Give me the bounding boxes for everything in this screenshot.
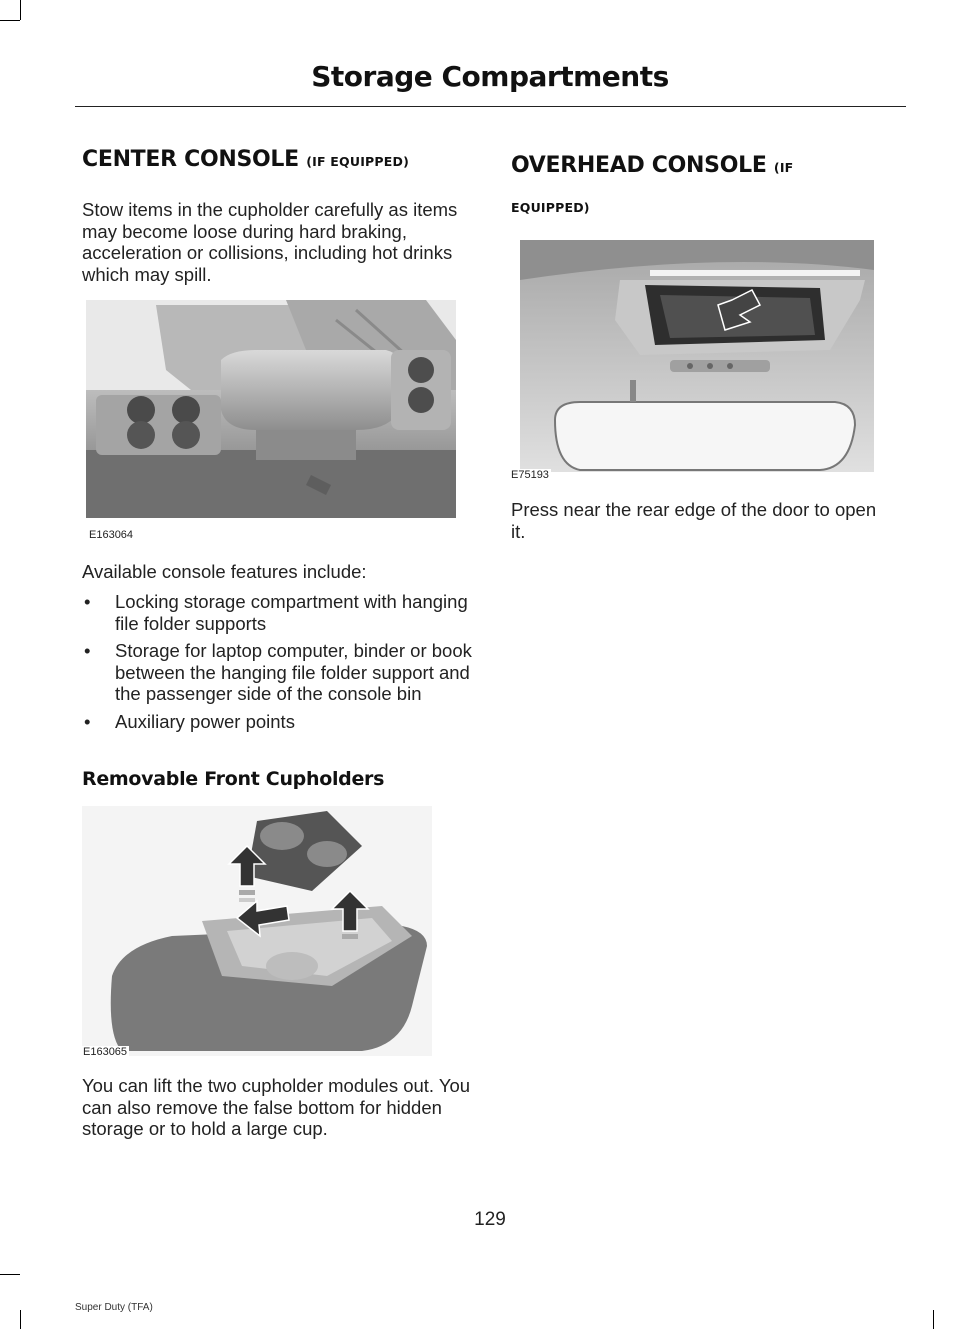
- figure-code: E75193: [511, 469, 549, 481]
- list-item-text: Auxiliary power points: [115, 710, 295, 732]
- center-console-heading: [82, 147, 482, 172]
- crop-mark: [933, 1310, 934, 1329]
- features-intro: Available console features include:: [82, 561, 367, 582]
- crop-mark: [0, 1274, 20, 1275]
- list-item: [82, 591, 474, 634]
- list-item: [82, 711, 474, 733]
- center-console-suffix: (IF EQUIPPED): [306, 154, 410, 169]
- page-title: Storage Compartments: [311, 60, 669, 93]
- bullet-icon: •: [84, 591, 91, 612]
- header-rule: [75, 106, 906, 107]
- figure-code: E163065: [83, 1046, 128, 1058]
- center-console-intro: Stow items in the cupholder carefully as items may become loose during hard braking, acceleration or collisions, including hot drinks which may spill.: [82, 199, 458, 285]
- overhead-console-title: OVERHEAD CONSOLE: [511, 153, 767, 178]
- center-console-title: CENTER CONSOLE: [82, 147, 299, 172]
- removable-cupholders-illustration: [82, 806, 432, 1056]
- overhead-console-heading: [511, 147, 911, 227]
- overhead-console-drawing: [520, 240, 874, 472]
- footer-label: Super Duty (TFA): [75, 1302, 153, 1313]
- crop-mark: [20, 1310, 21, 1329]
- removable-cupholders-heading: Removable Front Cupholders: [82, 768, 385, 790]
- list-item-text: Locking storage compartment with hanging file folder supports: [115, 591, 468, 634]
- figure-code: E163064: [89, 529, 134, 541]
- cupholders-description: You can lift the two cupholder modules out. You can also remove the false bottom for hidden storage or to hold a large cup.: [82, 1075, 471, 1139]
- list-item: [82, 640, 474, 705]
- center-console-illustration: [86, 300, 456, 541]
- list-item-text: Storage for laptop computer, binder or book between the hanging file folder support and the passenger side of the console bin: [115, 640, 472, 704]
- removable-cupholders-drawing: [82, 806, 432, 1056]
- crop-mark: [0, 20, 20, 21]
- bullet-icon: •: [84, 710, 91, 732]
- bullet-icon: •: [84, 640, 91, 661]
- center-console-drawing: [86, 300, 456, 518]
- page-number: 129: [474, 1209, 506, 1230]
- features-list: [82, 591, 474, 738]
- overhead-console-suffix-2: EQUIPPED): [511, 200, 590, 215]
- overhead-console-description: Press near the rear edge of the door to open it.: [511, 499, 877, 542]
- overhead-console-illustration: [511, 240, 874, 481]
- crop-mark: [20, 0, 21, 20]
- overhead-console-suffix: (IF: [773, 160, 794, 175]
